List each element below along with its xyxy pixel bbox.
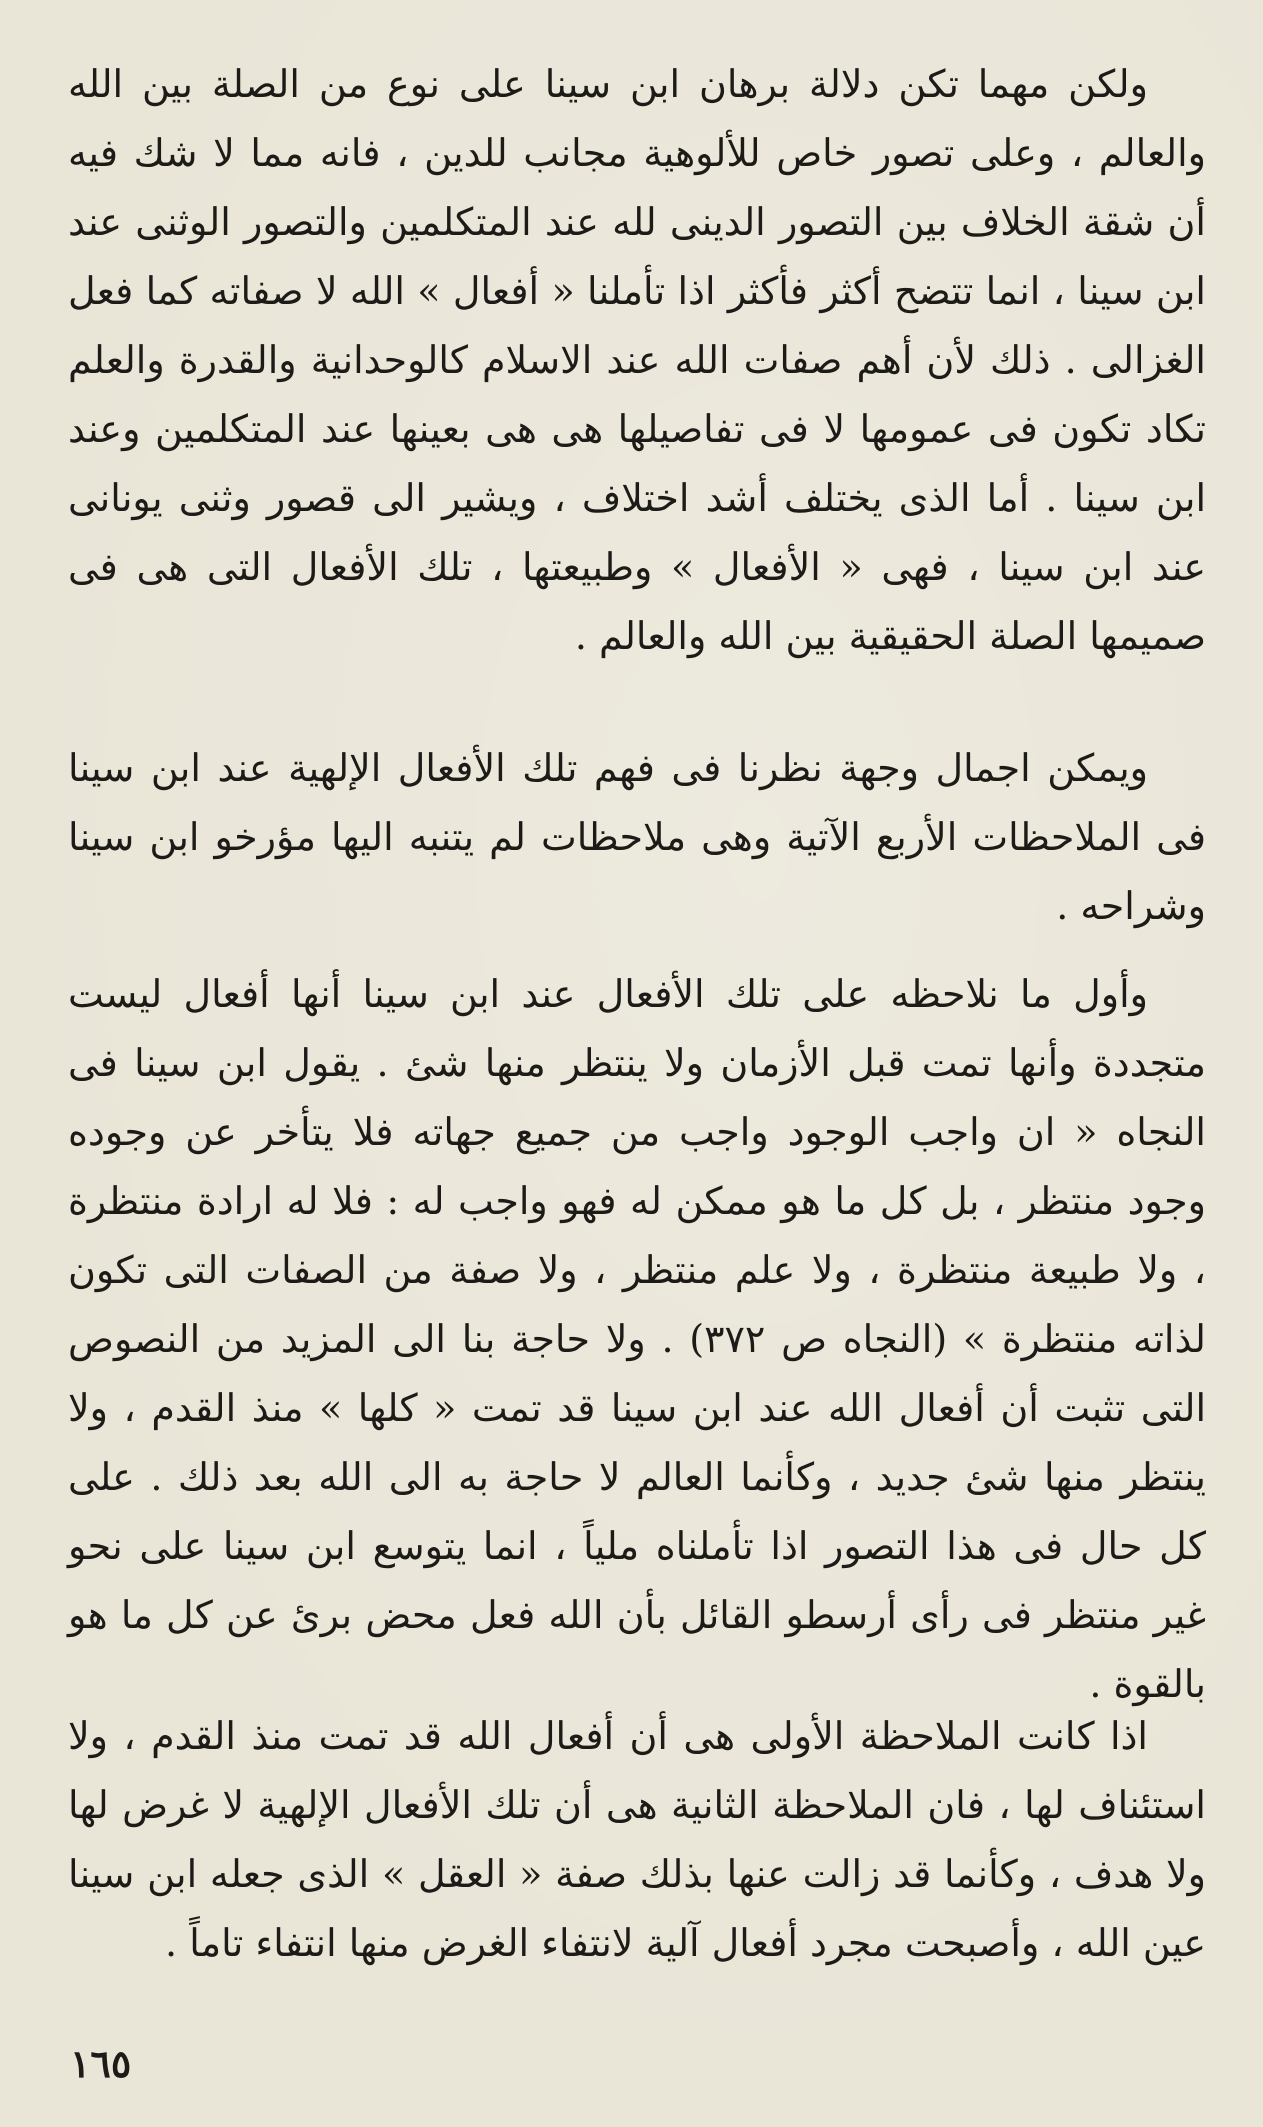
paragraph-1-block [68, 50, 1206, 671]
paragraph-3: وأول ما نلاحظه على تلك الأفعال عند ابن سينا أنها أفعال ليست متجددة وأنها تمت قبل الأزمان ولا ينتظر منها شئ . يقول ابن سينا فى النجاه « ان واجب الوجود واجب من جميع جهاته فلا يتأخر عن وجوده وجود منتظر ، بل كل ما هو ممكن له فهو واجب له : فلا له ارادة منتظرة ، ولا طبيعة منتظرة ، ولا علم منتظر ، ولا صفة من الصفات التى تكون لذاته منتظرة » (النجاه ص ٣٧٢) . ولا حاجة بنا الى المزيد من النصوص التى تثبت أن أفعال الله عند ابن سينا قد تمت « كلها » منذ القدم ، ولا ينتظر منها شئ جديد ، وكأنما العالم لا حاجة به الى الله بعد ذلك . على كل حال فى هذا التصور اذا تأملناه ملياً ، انما يتوسع ابن سينا على نحو غير منتظر فى رأى أرسطو القائل بأن الله فعل محض برئ عن كل ما هو بالقوة . [68, 972, 1206, 1706]
paragraph-1: ولكن مهما تكن دلالة برهان ابن سينا على نوع من الصلة بين الله والعالم ، وعلى تصور خاص للألوهية مجانب للدين ، فانه مما لا شك فيه أن شقة الخلاف بين التصور الدينى لله عند المتكلمين والتصور الوثنى عند ابن سينا ، انما تتضح أكثر فأكثر اذا تأملنا « أفعال » الله لا صفاته كما فعل الغزالى . ذلك لأن أهم صفات الله عند الاسلام كالوحدانية والقدرة والعلم تكاد تكون فى عمومها لا فى تفاصيلها هى هى بعينها عند المتكلمين وعند ابن سينا . أما الذى يختلف أشد اختلاف ، ويشير الى قصور وثنى يونانى عند ابن سينا ، فهى « الأفعال » وطبيعتها ، تلك الأفعال التى هى فى صميمها الصلة الحقيقية بين الله والعالم . [68, 62, 1206, 658]
paragraph-3-block [68, 960, 1206, 1719]
page-number: ١٦٥ [70, 2041, 132, 2086]
paragraph-4-block [68, 1702, 1206, 1978]
paragraph-2: ويمكن اجمال وجهة نظرنا فى فهم تلك الأفعال الإلهية عند ابن سينا فى الملاحظات الأربع الآتية وهى ملاحظات لم يتنبه اليها مؤرخو ابن سينا وشراحه . [68, 746, 1206, 928]
paragraph-4: اذا كانت الملاحظة الأولى هى أن أفعال الله قد تمت منذ القدم ، ولا استئناف لها ، فان الملاحظة الثانية هى أن تلك الأفعال الإلهية لا غرض لها ولا هدف ، وكأنما قد زالت عنها بذلك صفة « العقل » الذى جعله ابن سينا عين الله ، وأصبحت مجرد أفعال آلية لانتفاء الغرض منها انتفاء تاماً . [68, 1714, 1206, 1965]
paragraph-2-block [68, 734, 1206, 941]
